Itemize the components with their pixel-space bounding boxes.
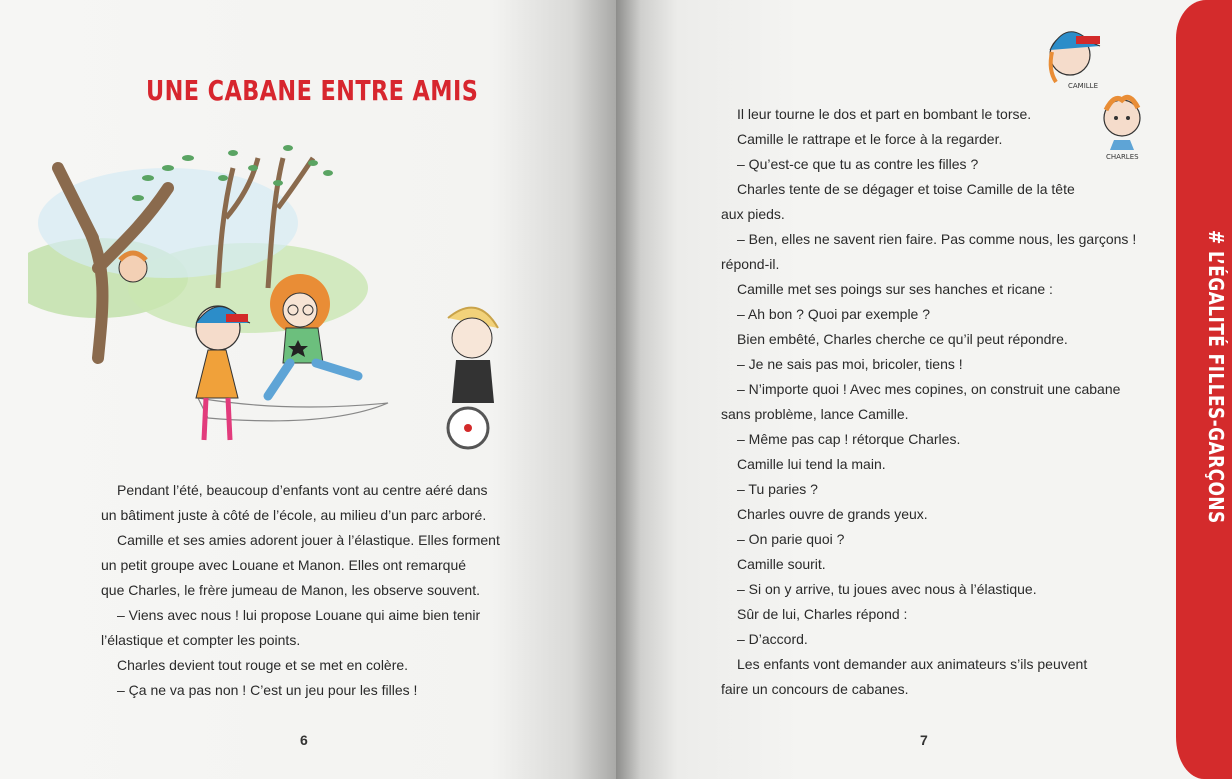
text-line: – Ah bon ? Quoi par exemple ?: [737, 306, 931, 322]
text-line: Camille sourit.: [737, 556, 826, 572]
text-line: un petit groupe avec Louane et Manon. Elles ont remarqué: [101, 557, 467, 573]
text-line: – Tu paries ?: [737, 481, 818, 497]
text-line: – N’importe quoi ! Avec mes copines, on construit une cabane: [737, 381, 1121, 397]
chapter-illustration: [28, 128, 528, 463]
text-line: – D’accord.: [737, 631, 808, 647]
text-line: Charles ouvre de grands yeux.: [737, 506, 928, 522]
text-line: aux pieds.: [721, 206, 785, 222]
text-line: un bâtiment juste à côté de l’école, au milieu d’un parc arboré.: [101, 507, 487, 523]
text-line: – Je ne sais pas moi, bricoler, tiens !: [737, 356, 963, 372]
text-line: faire un concours de cabanes.: [721, 681, 909, 697]
text-line: Camille et ses amies adorent jouer à l’élastique. Elles forment: [117, 532, 500, 548]
text-line: – Viens avec nous ! lui propose Louane qui aime bien tenir: [117, 607, 481, 623]
text-line: Les enfants vont demander aux animateurs s’ils peuvent: [737, 656, 1088, 672]
text-line: – Même pas cap ! rétorque Charles.: [737, 431, 961, 447]
text-line: Camille met ses poings sur ses hanches et ricane :: [737, 281, 1053, 297]
right-page-text: [721, 102, 1137, 702]
text-line: – Qu’est-ce que tu as contre les filles ?: [737, 156, 979, 172]
page-number-left: 6: [300, 732, 308, 748]
text-line: Pendant l’été, beaucoup d’enfants vont au centre aéré dans: [117, 482, 488, 498]
text-line: Camille le rattrape et le force à la regarder.: [737, 131, 1003, 147]
text-line: Bien embêté, Charles cherche ce qu’il peut répondre.: [737, 331, 1068, 347]
camille-avatar-label: CAMILLE: [1068, 82, 1099, 90]
camille-avatar: [1032, 10, 1112, 95]
text-line: – On parie quoi ?: [737, 531, 845, 547]
text-line: Charles tente de se dégager et toise Camille de la tête: [737, 181, 1075, 197]
text-line: Il leur tourne le dos et part en bombant le torse.: [737, 106, 1032, 122]
charles-avatar-label: CHARLES: [1106, 153, 1139, 161]
text-line: répond-il.: [721, 256, 780, 272]
page-number-right: 7: [920, 732, 928, 748]
right-page: [616, 0, 1232, 779]
text-line: sans problème, lance Camille.: [721, 406, 909, 422]
left-page-text: [101, 478, 524, 703]
text-line: – Ça ne va pas non ! C’est un jeu pour les filles !: [117, 682, 418, 698]
chapter-title: UNE CABANE ENTRE AMIS: [146, 74, 479, 107]
text-line: l’élastique et compter les points.: [101, 632, 301, 648]
text-line: – Si on y arrive, tu joues avec nous à l’élastique.: [737, 581, 1037, 597]
section-tab-label: # L’ÉGALITÉ FILLES-GARÇONS: [1204, 230, 1228, 524]
text-line: Camille lui tend la main.: [737, 456, 886, 472]
text-line: – Ben, elles ne savent rien faire. Pas comme nous, les garçons !: [737, 231, 1137, 247]
text-line: Charles devient tout rouge et se met en colère.: [117, 657, 409, 673]
text-line: que Charles, le frère jumeau de Manon, les observe souvent.: [101, 582, 480, 598]
text-line: Sûr de lui, Charles répond :: [737, 606, 908, 622]
